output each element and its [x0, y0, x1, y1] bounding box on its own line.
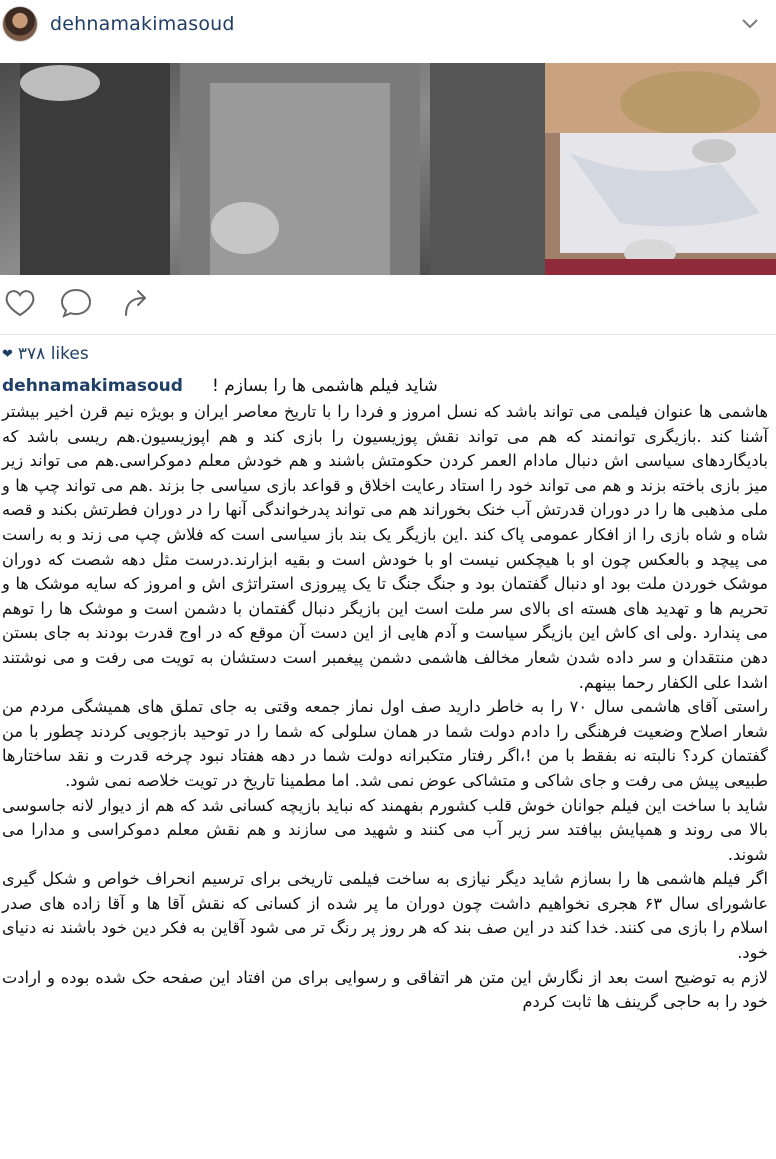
caption-first-line: شاید فیلم هاشمی ها را بسازم !	[212, 376, 438, 396]
divider	[0, 334, 776, 335]
caption-paragraph: هاشمی ها عنوان فیلمی می تواند باشد که نسل امروز و فردا را با تاریخ معاصر ایران و بویژه نیم قرن اخیر بیشتر آشنا کند .بازیگری توانمند که هم می تواند نقش پوزیسیون را بازی کند و هم اپوزیسیون.هم ریسی باشد که بادیگاردهای سیاسی اش دنبال مادام العمر کردن حکومتش باشند و هم خودش معلم دموکراسی.هم می تواند زیر میز بازی باخته بزند و هم می تواند خود را استاد رعایت اخلاق و قواعد بازی سیاسی جا بزند .هم می تواند چپ ها و ملی مذهبی ها را در دوران قدرتش آب خنک بخوراند هم می تواند پدرخواندگی آنها را در دوران فطرتش بکند و قصه شاه و شاه بازی را از افکار عمومی پاک کند .این بازیگر یک بند باز سیاسی است که فلاش چپ می زند و به راست می پیچد و بالعکس چون او با هیچکس نیست او با خودش است و بقیه ابزارند.درست مثل دهه شصت که دوران موشک خوردن ملت بود او دنبال گفتمان بود و جنگ جنگ تا یک پیروزی استراتژی اش و امروز که سایه موشک ها و تحریم ها و تهدید های هسته ای بالای سر ملت است این بازیگر دنبال گفتمان با دشمن است و موشک ها را توهم می پندارد .ولی ای کاش این بازیگر سیاست و آدم هایی از این دست آن موقع که در اوج قدرت بودند به جای بستن دهن منتقدان و سر داده شدن شعار مخالف هاشمی دشمن پیغمبر است دستشان به تویت می رفت و می نوشتند اشدا علی الکفار رحما بینهم.	[2, 402, 768, 692]
comment-bubble-icon[interactable]	[58, 285, 94, 321]
post-header	[0, 0, 776, 56]
avatar[interactable]	[2, 6, 38, 42]
caption-username[interactable]: dehnamakimasoud	[2, 376, 183, 396]
post-actions	[0, 285, 776, 325]
post-username[interactable]: dehnamakimasoud	[50, 13, 235, 35]
caption-paragraph: لازم به توضیح است بعد از نگارش این متن هر اتفاقی و رسوایی برای من افتاد این صفحه حک شده بوده و ارادت خود را به حاجی گرینف ها ثابت کردم	[2, 967, 768, 1012]
caption-body	[2, 400, 768, 1015]
caption-paragraph: راستی آقای هاشمی سال ۷۰ را به خاطر دارید صف اول نماز جمعه وقتی به جای تملق های همیشگی مردم من شعار اصلاح وضعیت فرهنگی را دادم دولت شما در همان سلولی که شما را در توحید بازجویی کردند چطور با من گفتمان کرد؟ نالبته نه بفقط با من !،اگر رفتار متکبرانه دولت شما در دهه هفتاد نبود چرخه قدرت و نقد ساختارها طبیعی پیش می رفت و جای شاکی و متشاکی عوض نمی شد. اما مطمینا تاریخ در تویت خلاصه نمی شود.	[2, 697, 768, 790]
caption-paragraph: شاید با ساخت این فیلم جوانان خوش قلب کشورم بفهمند که نباید بازیچه کسانی شد که هم از دیوار لانه جاسوسی بالا می روند و همپایش بیافتد سر زیر آب می کنند و شهید می سازند و هم نقش معلم دموکراسی و مدارا می شوند.	[2, 795, 768, 864]
likes-label: ۳۷۸ likes	[17, 344, 89, 364]
likes-count[interactable]	[2, 344, 89, 364]
share-arrow-icon[interactable]	[118, 285, 154, 321]
caption-paragraph: اگر فیلم هاشمی ها را بسازم شاید دیگر نیازی به ساخت فیلمی تاریخی برای ترسیم انحراف خواص و شکل گیری عاشورای سال ۶۳ هجری نخواهیم داشت چون دوران ما پر شده از کسانی که نقش آقا ها و آقا زاده های صدر اسلام را بازی می کنند. خدا کند در این صف بند که هر روز پر رنگ تر می شود آقاین به فکر دین خود باشند نه دنیای خود.	[2, 869, 768, 963]
heart-outline-icon[interactable]	[2, 285, 38, 321]
chevron-down-icon[interactable]	[740, 14, 760, 34]
heart-filled-icon: ❤	[2, 346, 13, 362]
post-photo[interactable]	[0, 63, 776, 275]
